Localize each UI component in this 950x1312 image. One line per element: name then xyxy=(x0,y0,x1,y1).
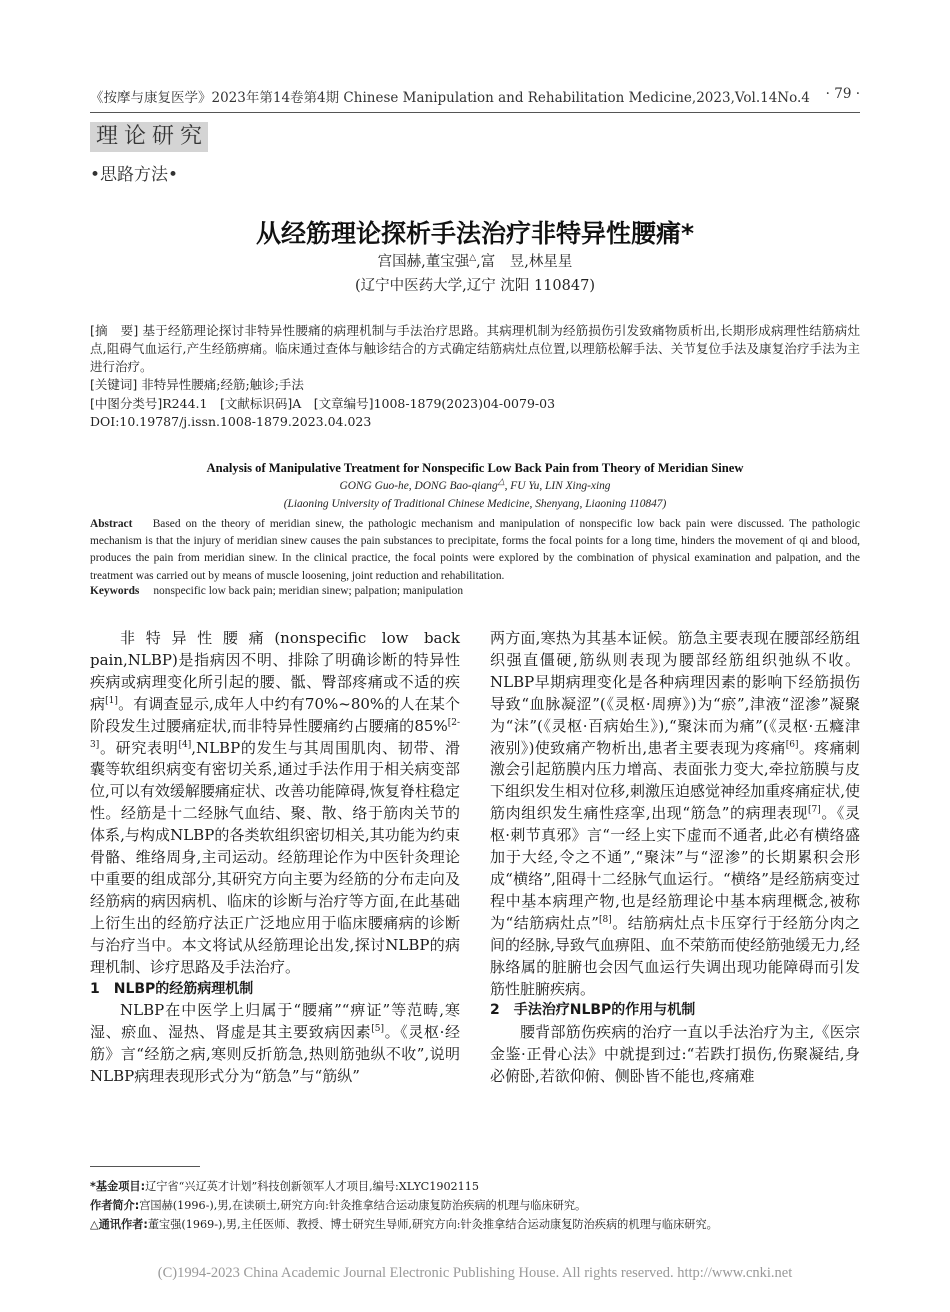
text-run: 两方面,寒热为其基本证候。筋急主要表现在腰部经筋组织强直僵硬,筋纵则表现为腰部经筋组织弛纵不收。NLBP早期病理变化是各种病理因素的影响下经筋损伤导致“血脉凝涩”(《灵枢·周痹》)为“瘀”,津液“涩渗”凝聚为“沫”(《灵枢·百病始生》),“聚沫而为痛”(《灵枢·五癃津液别》)使致痛产物析出,患者主要表现为疼痛 xyxy=(490,629,860,757)
footnote-divider xyxy=(90,1166,200,1167)
doccode-label: [文献标识码] xyxy=(219,395,293,411)
footnote-corresponding xyxy=(90,1216,860,1232)
citation-ref[interactable]: [8] xyxy=(598,914,612,925)
body-paragraph xyxy=(90,1000,460,1088)
body-right-column xyxy=(490,628,860,1088)
authors-part1: 宫国赫,董宝强 xyxy=(377,254,470,270)
footnote-fund-label: *基金项目: xyxy=(90,1180,146,1193)
keywords-cn-label: [关键词] xyxy=(90,377,138,392)
doccode-value: A xyxy=(292,395,302,411)
clc-value: R244.1 xyxy=(162,395,208,411)
english-affiliation: (Liaoning University of Traditional Chinese Medicine, Shenyang, Liaoning 110847) xyxy=(283,498,667,510)
clc-label: [中图分类号] xyxy=(90,395,163,411)
footnote-fund-text: 辽宁省“兴辽英才计划”科技创新领军人才项目,编号:XLYC1902115 xyxy=(145,1180,480,1193)
text-run: 。《灵枢·经筋》言“经筋之病,寒则反折筋急,热则筋弛纵不收”,说明NLBP病理表现形式分为“筋急”与“筋纵” xyxy=(90,1023,460,1086)
doi[interactable]: DOI:10.19787/j.issn.1008-1879.2023.04.023 xyxy=(90,414,372,429)
column-label: •思路方法• xyxy=(90,165,179,185)
section-label: 理论研究 xyxy=(90,122,208,152)
body-paragraph xyxy=(490,628,860,1000)
abstract-cn xyxy=(90,322,860,432)
journal-citation: 《按摩与康复医学》2023年第14卷第4期 Chinese Manipulation and Rehabilitation Medicine,2023,Vol.14No.4 xyxy=(90,90,810,106)
english-title: Analysis of Manipulative Treatment for Nonspecific Low Back Pain from Theory of Meridian Sinew xyxy=(206,461,744,475)
english-authors-part1: GONG Guo-he, DONG Bao-qiang xyxy=(339,480,498,492)
text-run: 。结筋病灶点卡压穿行于经筋分肉之间的经脉,导致气血痹阻、血不荣筋而使经筋弛缓无力,经脉络属的脏腑也会因气血运行失调出现功能障碍而引发筋性脏腑疾病。 xyxy=(490,913,860,998)
abstract-cn-text: 基于经筋理论探讨非特异性腰痛的病理机制与手法治疗思路。其病理机制为经筋损伤引发致痛物质析出,长期形成病理性结筋病灶点,阻碍气血运行,产生经筋痹痛。临床通过查体与触诊结合的方式确定结筋病灶点位置,以理筋松解手法、关节复位手法及康复治疗手法为主进行治疗。 xyxy=(90,323,860,374)
abstract-en xyxy=(90,516,860,585)
keywords-cn-text: 非特异性腰痛;经筋;触诊;手法 xyxy=(141,377,304,392)
header-divider xyxy=(90,112,860,113)
citation-ref[interactable]: [1] xyxy=(105,695,118,706)
running-header xyxy=(90,86,860,108)
text-run: 。研究表明 xyxy=(99,738,179,757)
section-heading-1: 1 NLBP的经筋病理机制 xyxy=(90,980,254,997)
article-title: 从经筋理论探析手法治疗非特异性腰痛* xyxy=(255,219,695,248)
footnote-author xyxy=(90,1197,860,1213)
corresponding-mark: △ xyxy=(469,253,477,264)
english-authors xyxy=(0,476,950,492)
keywords-cn xyxy=(90,376,860,395)
copyright-watermark: (C)1994-2023 China Academic Journal Electronic Publishing House. All rights reserved. http://www.cnki.net xyxy=(157,1265,793,1281)
footnote-fund xyxy=(90,1178,860,1194)
citation-ref[interactable]: [5] xyxy=(371,1024,384,1035)
footnote-author-label: 作者简介: xyxy=(90,1199,140,1212)
keywords-en-label: Keywords xyxy=(90,585,140,597)
footnote-corr-text: 董宝强(1969-),男,主任医师、教授、博士研究生导师,研究方向:针灸推拿结合运动康复防治疾病的机理与临床研究。 xyxy=(147,1218,718,1231)
text-run: ,NLBP的发生与其周围肌肉、韧带、滑囊等软组织病变有密切关系,通过手法作用于相关病变部位,可以有效缓解腰痛症状、改善功能障碍,恢复脊柱稳定性。经筋是十二经脉气血结、聚、散、络于筋肉关节的体系,与构成NLBP的各类软组织密切相关,其功能为约束骨骼、维络周身,主司运动。经筋理论作为中医针灸理论中重要的组成部分,其研究方向主要为经筋的分布走向及经筋病的病因病机、临床的诊断与治疗等方面,在此基础上衍生出的经筋疗法正广泛地应用于临床腰痛病的诊断与治疗当中。本文将试从经筋理论出发,探讨NLBP的病理机制、诊疗思路及手法治疗。 xyxy=(90,738,460,976)
article-authors xyxy=(0,250,950,271)
articleno-value: 1008-1879(2023)04-0079-03 xyxy=(373,395,556,411)
section-heading-2: 2 手法治疗NLBP的作用与机制 xyxy=(490,1002,696,1019)
citation-ref[interactable]: [6] xyxy=(785,739,799,750)
footnote-corr-label: △通讯作者: xyxy=(90,1218,148,1231)
footnote-author-text: 宫国赫(1996-),男,在读硕士,研究方向:针灸推拿结合运动康复防治疾病的机理与临床研究。 xyxy=(139,1199,587,1212)
text-run: 。疼痛刺激会引起筋膜内压力增高、表面张力变大,牵拉筋膜与皮下组织发生相对位移,刺激压迫感觉神经加重疼痛症状,使筋肉组织发生痛性痉挛,出现“筋急”的病理表现 xyxy=(490,738,860,823)
english-corresponding-mark: △ xyxy=(497,476,505,487)
articleno-label: [文章编号] xyxy=(313,395,374,411)
body-left-column xyxy=(90,628,460,1088)
citation-ref[interactable]: [2-3] xyxy=(90,717,460,750)
body-paragraph: 腰背部筋伤疾病的治疗一直以手法治疗为主,《医宗金鉴·正骨心法》中就提到过:“若跌打损伤,伤聚凝结,身必俯卧,若欲仰俯、侧卧皆不能也,疼痛难 xyxy=(490,1023,860,1086)
text-run: 。有调查显示,成年人中约有70%~80%的人在某个阶段发生过腰痛症状,而非特异性腰痛约占腰痛的85% xyxy=(90,694,460,735)
authors-part2: ,富 昱,林星星 xyxy=(476,254,573,270)
text-run: NLBP在中医学上归属于“腰痛”“痹证”等范畴,寒湿、瘀血、湿热、肾虚是其主要致病因素 xyxy=(90,1001,460,1042)
abstract-en-text: Based on the theory of meridian sinew, the pathologic mechanism and manipulation of nonspecific low back pain were discussed. The pathologic mechanism is that the injury of meridian sinew causes the pain substances to precipitate, forms the focal points for a long time, hinders the movement of qi and blood, produces the pain from meridian sinew. In the clinical practice, the focal points were explored by the combination of physical examination and palpation, and the treatment was carried out by means of muscle loosening, joint reduction and rehabilitation. xyxy=(90,518,860,582)
citation-ref[interactable]: [4] xyxy=(178,739,192,750)
abstract-en-label: Abstract xyxy=(90,518,133,530)
page-number: · 79 · xyxy=(825,86,860,102)
body-paragraph xyxy=(90,628,460,979)
text-run: 。《灵枢·刺节真邪》言“一经上实下虚而不通者,此必有横络盛加于大经,令之不通”,“聚沫”与“涩渗”的长期累积会形成“横络”,阻碍十二经脉气血运行。“横络”是经筋病变过程中基本病理产物,也是经筋理论中基本病理概念,被称为“结筋病灶点” xyxy=(490,804,860,932)
keywords-en-text: nonspecific low back pain; meridian sinew; palpation; manipulation xyxy=(153,585,464,597)
text-run: 非特异性腰痛(nonspecific low back pain,NLBP)是指病因不明、排除了明确诊断的特异性疾病或病理变化所引起的腰、骶、臀部疼痛或不适的疾病 xyxy=(90,629,460,713)
english-authors-part2: , FU Yu, LIN Xing-xing xyxy=(504,480,611,492)
article-affiliation: (辽宁中医药大学,辽宁 沈阳 110847) xyxy=(355,278,595,294)
abstract-cn-paragraph xyxy=(90,322,860,376)
keywords-en xyxy=(90,585,860,597)
abstract-cn-label: [摘 要] xyxy=(90,323,139,338)
classification-line xyxy=(90,395,860,414)
citation-ref[interactable]: [7] xyxy=(807,805,821,816)
